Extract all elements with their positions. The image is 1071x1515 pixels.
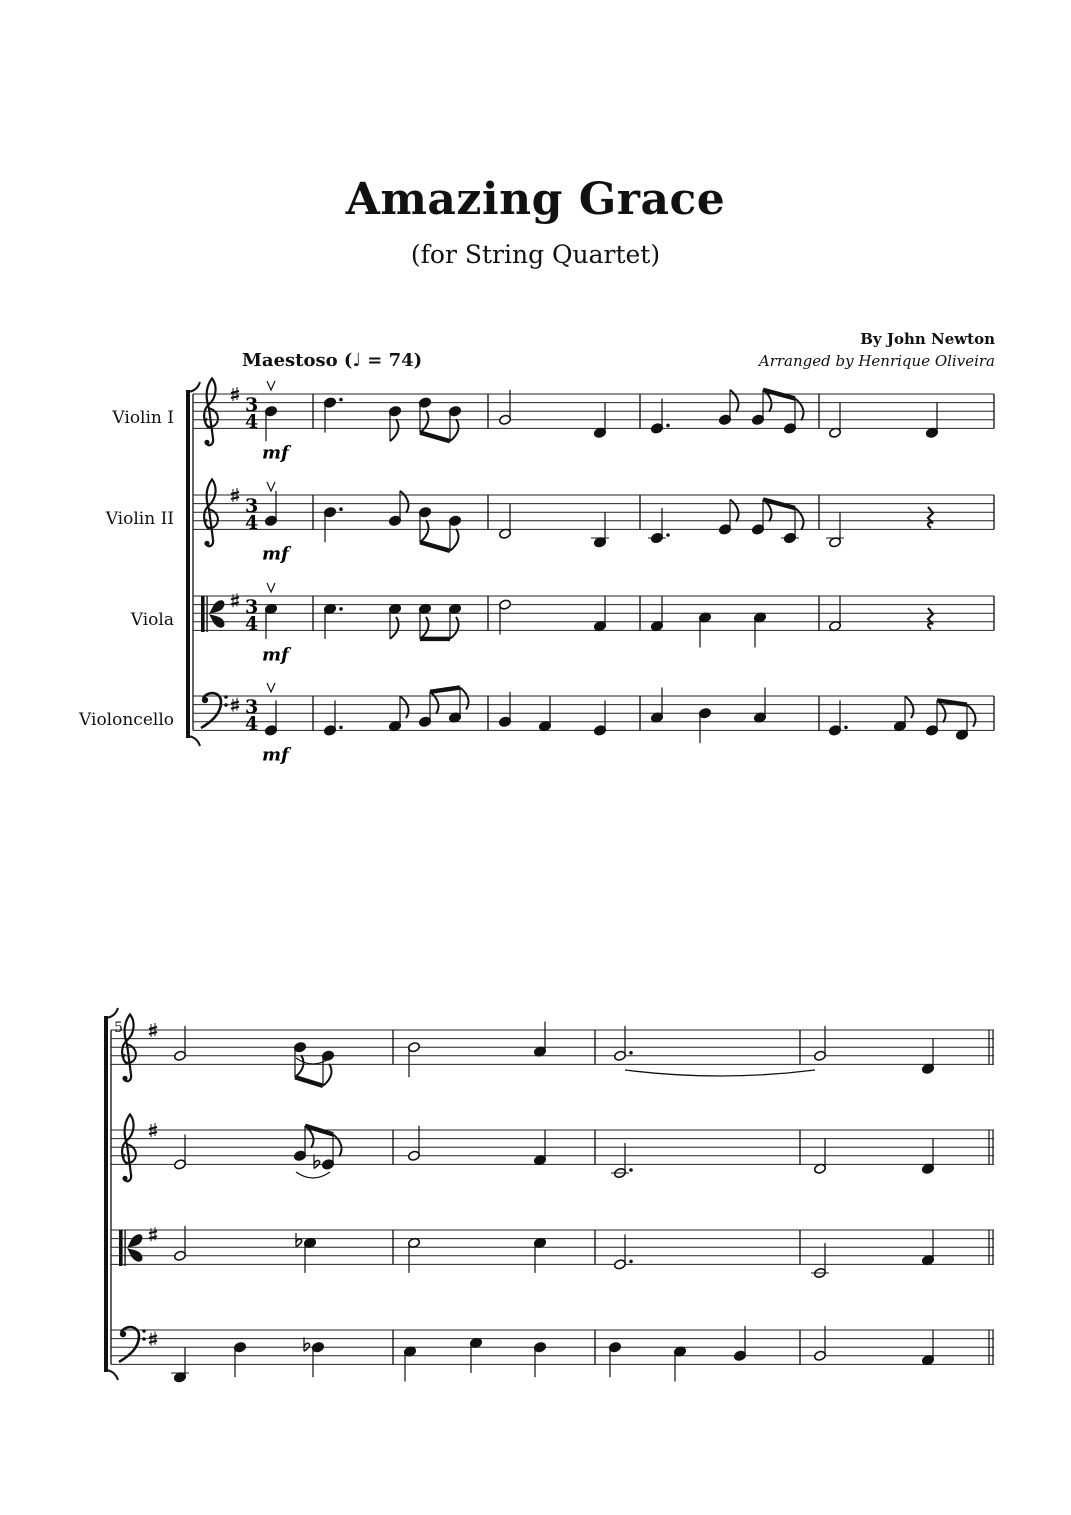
note-flag: [323, 1064, 331, 1086]
augmentation-dot: [339, 507, 343, 511]
augmentation-dot: [339, 726, 343, 730]
up-bow-icon: [267, 482, 275, 491]
note-flag: [730, 390, 738, 412]
score-subtitle: (for String Quartet): [410, 240, 661, 269]
note-flag: [730, 499, 738, 521]
note-flag: [400, 491, 408, 513]
augmentation-dot: [844, 726, 848, 730]
flat-icon: [314, 1154, 320, 1168]
note-flag: [795, 398, 803, 420]
note-flag: [795, 508, 803, 530]
note-flag: [967, 705, 975, 727]
quarter-rest: [928, 608, 933, 629]
note-flag: [400, 696, 408, 718]
instrument-label-cello: Violoncello: [79, 710, 174, 730]
augmentation-dot: [666, 533, 670, 537]
note-flag: [430, 692, 438, 714]
dynamic-mf: mf: [262, 744, 289, 766]
flat-icon: [304, 1337, 310, 1351]
bass-clef-icon: [119, 1327, 146, 1362]
augmentation-dot: [629, 1168, 633, 1172]
quarter-note-icon: ♩: [352, 350, 361, 371]
note-flag: [420, 617, 428, 639]
time-signature-top: 3: [245, 495, 259, 517]
augmentation-dot: [666, 424, 670, 428]
note-flag: [390, 419, 398, 441]
time-signature-top: 3: [245, 696, 259, 718]
time-signature-bottom: 4: [245, 713, 259, 735]
note-flag: [420, 520, 428, 542]
sharp-icon: [149, 1227, 157, 1241]
slur: [296, 1172, 330, 1178]
note-beam: [295, 1077, 323, 1086]
tempo-open-paren: (: [343, 350, 353, 371]
up-bow-icon: [267, 381, 275, 390]
dynamic-mf: mf: [262, 644, 289, 666]
note-flag: [450, 419, 458, 441]
augmentation-dot: [339, 607, 343, 611]
time-signature-top: 3: [245, 394, 259, 416]
tempo-bpm: 74: [388, 350, 414, 371]
treble-clef-icon: [122, 1014, 136, 1081]
note-beam: [420, 542, 450, 551]
quarter-rest: [928, 507, 933, 528]
note-flag: [420, 411, 428, 433]
augmentation-dot: [629, 1051, 633, 1055]
slur: [625, 1070, 815, 1076]
time-signature-top: 3: [245, 596, 259, 618]
note-beam: [430, 688, 460, 692]
treble-clef-icon: [122, 1114, 136, 1181]
composer-credit: By John Newton: [860, 330, 995, 348]
dynamic-mf: mf: [262, 543, 289, 565]
up-bow-icon: [267, 683, 275, 692]
treble-clef-icon: [204, 479, 218, 546]
note-flag: [390, 617, 398, 639]
time-signature-bottom: 4: [245, 613, 259, 635]
bass-clef-icon: [201, 693, 228, 728]
note-flag: [450, 529, 458, 551]
dynamic-mf: mf: [262, 442, 289, 464]
sharp-icon: [231, 593, 239, 607]
instrument-label-viola: Viola: [130, 610, 174, 630]
instrument-label-violin-1: Violin I: [112, 408, 174, 428]
augmentation-dot: [629, 1260, 633, 1264]
up-bow-icon: [267, 583, 275, 592]
alto-clef-icon: [201, 596, 224, 632]
augmentation-dot: [339, 398, 343, 402]
arranger-credit: Arranged by Henrique Oliveira: [758, 352, 995, 370]
tempo-text: Maestoso: [242, 350, 338, 371]
note-flag: [333, 1134, 341, 1156]
note-flag: [460, 688, 468, 710]
note-flag: [905, 696, 913, 718]
note-flag: [450, 617, 458, 639]
time-signature-bottom: 4: [245, 411, 259, 433]
note-beam: [420, 433, 450, 442]
treble-clef-icon: [204, 378, 218, 445]
alto-clef-icon: [119, 1230, 142, 1266]
measure-number: 5: [114, 1020, 123, 1036]
score-title: Amazing Grace: [345, 174, 726, 225]
tempo-close-paren: ): [413, 350, 423, 371]
instrument-label-violin-2: Violin II: [105, 509, 174, 529]
tempo-equals: =: [360, 350, 389, 371]
flat-icon: [296, 1233, 302, 1247]
time-signature-bottom: 4: [245, 512, 259, 534]
